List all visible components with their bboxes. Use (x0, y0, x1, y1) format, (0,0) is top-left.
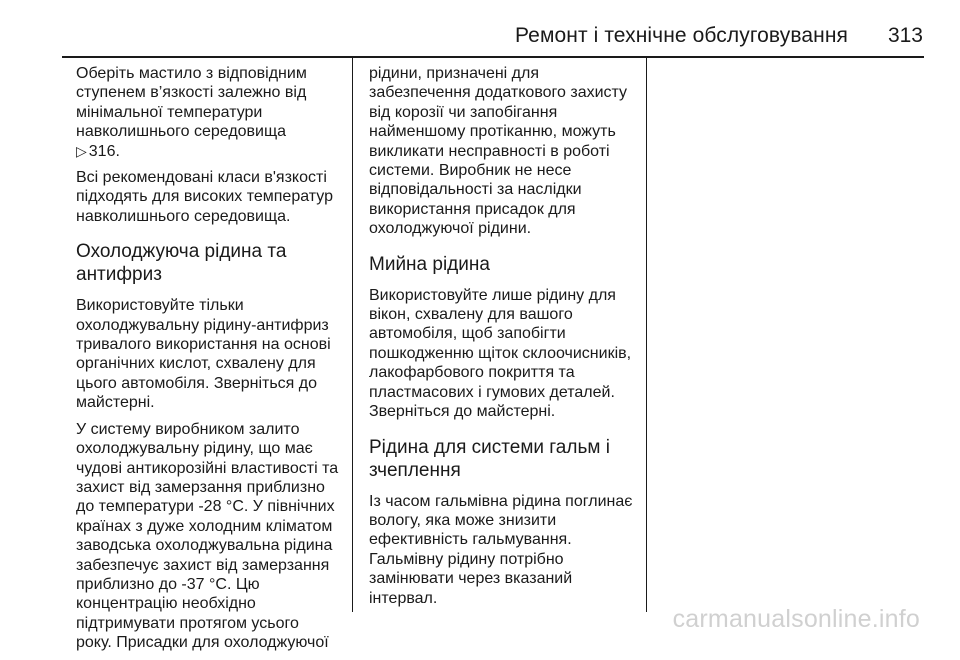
paragraph-coolant-additives: рідини, призначені для забезпечення додаткового захисту від корозії чи запобігання найменшому протіканню, можуть викликати несправності в роботі системи. Виробник не несе відповідальності за наслідки використання присадок для охолоджуючої рідини. (369, 65, 628, 238)
middle-column (369, 64, 643, 615)
paragraph-coolant-protection: У систему виробником залито охолоджувальну рідину, що має чудові антикорозійні властивості та захист від замерзання приблизно до температури -28 °C. У північних країнах з дуже холодним кліматом заводська охолоджувальна рідина забезпечує захист від замерзання приблизно до -37 °C. Цю концентрацію необхідно підтримувати протягом усього року. Присадки для охолоджуючої (76, 420, 339, 652)
paragraph-viscosity-classes: Всі рекомендовані класи в'язкості підходять для високих температур навколишнього середовища. (76, 169, 333, 225)
column-divider-right (646, 58, 647, 612)
heading-brake-fluid: Рідина для системи гальм і зчеплення (369, 436, 610, 481)
paragraph-viscosity (76, 64, 348, 161)
paragraph-viscosity-text: Оберіть мастило з відповідним ступенем в’язкості залежно від мінімальної температури навколишнього середовища (76, 65, 307, 141)
heading-coolant: Охолоджуюча рідина та антифриз (76, 241, 287, 286)
paragraph-washer-fluid: Використовуйте лише рідину для вікон, схвалену для вашого автомобіля, щоб запобігти пошкодженню щіток склоочисників, лакофарбового покриття та пластмасових і гумових деталей. Зверніться до майстерні. (369, 286, 632, 421)
left-column (76, 64, 348, 660)
page-reference-icon: ▷ (76, 142, 87, 159)
watermark: carmanualsonline.info (672, 605, 920, 633)
page-number: 313 (887, 24, 923, 47)
paragraph-coolant-usage: Використовуйте тільки охолоджувальну рідину-антифриз тривалого використання на основі органічних кислот, схвалену для цього автомобіля. Зверніться до майстерні. (76, 297, 331, 412)
heading-washer-fluid: Мийна рідина (369, 253, 490, 275)
page-reference-link[interactable]: 316. (88, 142, 120, 160)
column-divider-left (352, 58, 353, 612)
page-header (0, 0, 960, 58)
paragraph-brake-fluid: Із часом гальмівна рідина поглинає вологу, яка може знизити ефективність гальмування. Гальмівну рідину потрібно замінювати через вказаний інтервал. (369, 492, 633, 607)
header-rule (62, 56, 924, 58)
section-title: Ремонт і технічне обслуговування (514, 24, 848, 47)
